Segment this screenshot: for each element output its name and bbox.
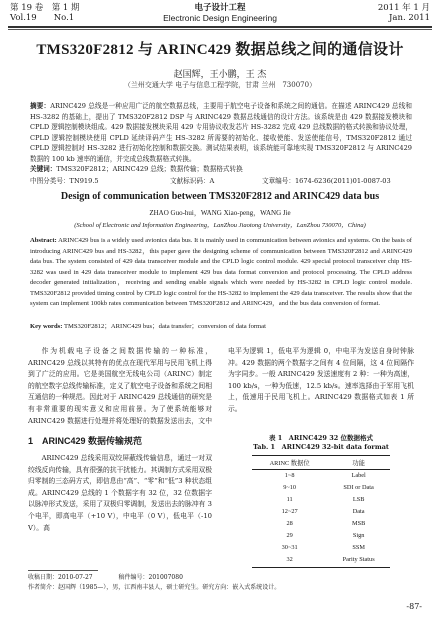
table-1-caption-en: Tab. 1 ARINC429 32-bit data format [253, 443, 389, 451]
keywords-en [30, 322, 412, 333]
abstract-en-text: ARINC429 bus is a widely used avionics data bus. It is mainly used in communication between avionics and systems. On the basis of introducing ARINC429 bus and HS-3282，this paper gave the designing scheme of communication between TMS320F2812 and ARINC429 data bus. The system consisted of 429 data transceiver module and the CPLD logic control module. 429 special protocol transceiver chip HS-3282 was used in 429 data transceiver module to implement 429 bus data format conversion and protocol processing. The CPLD address decoder generated initialization，receiving and sending enable signals which were needed by HS-3282 in CPLD logic control module. TMS320F2812 provided timing control by CPLD logic control for the HS-3282 to implement the 429 data transceiver. The results show that the system can implement 100kb rates communication between TMS320F2812 and ARINC429，and the bus data conversion of format. [30, 237, 412, 307]
abstract-zh [30, 101, 412, 164]
footnote-manuscript-no: 稿件编号：201007080 [118, 574, 183, 581]
table-row [252, 543, 390, 555]
article-number: 文章编号：1674-6236(2011)01-0087-03 [262, 177, 391, 185]
table-row [252, 470, 390, 483]
paper-authors-en: ZHAO Guo-hui，WANG Xiao-peng，WANG Jie [149, 209, 291, 217]
abstract-en [30, 236, 412, 321]
table-cell-function: Label [351, 471, 366, 479]
table-cell-function: Data [352, 508, 365, 516]
table-row [252, 530, 390, 542]
table-row [252, 482, 390, 494]
table-cell-bit: 30~31 [281, 544, 298, 552]
keywords-zh-label: 关键词： [30, 165, 57, 173]
clc-number: 中图分类号：TN919.5 [30, 177, 99, 185]
header-rule-thin [8, 29, 432, 30]
section-1-paragraph: ARINC429 总线采用双绞屏蔽线传输信息，通过一对双绞线反向传输，具有很强的抗干扰能力。其调制方式采用双极归零制的三态码方式，即信息由“高”、“零”和“低”3 种状态组成。ARINC429 总线的 1 个数据字有 32 位，32 位数据字以脉冲形式发送，采用了双极归零调制，发送出去的脉冲有 3 个电平，即高电平（+10 V），中电平（0 V），低电平（-10 V）。高 [28, 454, 212, 532]
table-cell-function: SSM [352, 544, 365, 552]
journal-name [0, 3, 440, 23]
table-cell-bit: 11 [286, 495, 293, 503]
keywords-en-label: Key words: [30, 323, 63, 330]
intro-paragraph: 作为机载电子设备之间数据传输的一种标准，ARINC429 总线以其特有的优点在现代军用与民用飞机上得到了广泛的应用。它是美国航空无线电公司（ARINC）制定的航空数字总线传输标准，定义了航空电子设备和系统之间相互通信的一种规范。因此对于 ARINC429 总线通信的研究是有非常重要的现实意义和应用前景。为了使系统能够对 ARINC429 数据进行处理并将处理好的数据发送出去，文中 [28, 347, 212, 425]
abstract-en-label: Abstract: [30, 237, 57, 244]
table-row [252, 518, 390, 530]
abstract-zh-text: ARINC429 总线是一种应用广泛的航空数据总线，主要用于航空电子设备和系统之间的通信。在描述 ARINC429 总线和 HS-3282 的基础上，提出了 TMS320F2812 DSP 与 ARINC429 数据总线通信的设计方法。该系统是由 429 数据接发模块和 CPLD 逻辑控制模块组成。429 数据接发模块采用 429 专用协议收发芯片 HS-3282 完成 429 总线数据的格式转换和协议处理，CPLD 逻辑控制模块使用 CPLD 延续译码产生 HS-3282 所需要的初始化、接收使能、发送使能信号，TMS320F2812 通过 CPLD 逻辑控制对 HS-3282 进行初始化控制和数据交换。测试结果表明，该系统能可靠地实现 TMS320F2812 与 ARINC429 数据的 100 kb 速率的通信，并完成总线数据格式转换。 [30, 102, 412, 163]
table-header-bit: ARINC 数据位 [252, 456, 327, 470]
journal-name-zh: 电子设计工程 [194, 3, 246, 13]
table-cell-bit: 28 [286, 520, 293, 528]
document-code: 文献标识码：A [170, 177, 215, 185]
header-rule-thick [8, 26, 432, 28]
table-1-caption-zh: 表 1 ARINC429 32 位数据格式 [268, 434, 374, 442]
journal-volume-zh: 第 19 卷 第 1 期 [10, 3, 80, 13]
table-cell-bit: 9~10 [283, 483, 297, 491]
journal-date-en: Jan. 2011 [389, 13, 430, 23]
table-row [252, 506, 390, 518]
table-row [252, 494, 390, 506]
table-cell-bit: 1~8 [284, 471, 295, 479]
page-number: -87- [406, 602, 422, 611]
paper-affiliation-en: (School of Electronic and Information Engineering，LanZhou Jiaotong University，LanZhou 730070，China) [74, 222, 366, 229]
footnote-dates [28, 573, 228, 582]
keywords-zh [30, 164, 412, 175]
paper-authors: 赵国辉，王小鹏，王 杰 [173, 70, 267, 80]
right-column-paragraph: 电平为逻辑 1，低电平为逻辑 0，中电平为发送自身时钟脉冲。429 数据的两个数据字之间有 4 位间隔，这 4 位间隔作为字同步。一般 ARINC429 发送速度有 2 种：一种为高速，100 kb/s，一种为低速，12.5 kb/s。速率选择由于军用飞机上，低速用于民用飞机上。ARINC429 数据格式如表 1 所示。 [228, 347, 414, 413]
table-cell-bit: 12~27 [281, 508, 298, 516]
keywords-zh-text: TMS320F2812；ARINC429 总线；数据传输；数据格式转换 [56, 165, 243, 173]
abstract-zh-label: 摘要： [30, 102, 51, 110]
table-header-row [252, 456, 390, 470]
paper-affiliation: （兰州交通大学 电子与信息工程学院，甘肃 兰州 730070） [123, 81, 317, 89]
paper-title-en: Design of communication between TMS320F2812 and ARINC429 data bus [60, 191, 380, 202]
table-1 [252, 455, 390, 568]
footnote-author-bio: 作者简介：赵国辉（1985—），男，江西南丰县人，硕士研究生。研究方向：嵌入式系统设计。 [28, 584, 281, 591]
journal-name-en: Electronic Design Engineering [163, 13, 277, 23]
footnote-received: 收稿日期：2010-07-27 [28, 574, 93, 581]
journal-volume-en: Vol.19 No.1 [10, 13, 75, 23]
footnote-rule [28, 570, 98, 571]
section-1-heading: 1 ARINC429 数据传输规范 [28, 436, 143, 446]
table-cell-bit: 29 [286, 532, 293, 540]
table-cell-function: SDI or Data [343, 483, 374, 491]
table-cell-function: LSB [352, 495, 365, 503]
table-cell-function: MSB [351, 520, 366, 528]
table-cell-function: Sign [352, 532, 365, 540]
table-1-caption [228, 433, 414, 451]
journal-date [378, 3, 430, 23]
journal-date-zh: 2011 年 1 月 [377, 3, 430, 13]
table-cell-function: Parity Status [327, 555, 390, 568]
table-cell-bit: 32 [252, 555, 327, 568]
table-header-function: 功能 [327, 456, 390, 470]
keywords-en-text: TMS320F2812；ARINC429 bus；data transfer；conversion of data format [63, 323, 266, 330]
table-row [252, 555, 390, 568]
paper-title: TMS320F2812 与 ARINC429 数据总线之间的通信设计 [36, 42, 404, 58]
